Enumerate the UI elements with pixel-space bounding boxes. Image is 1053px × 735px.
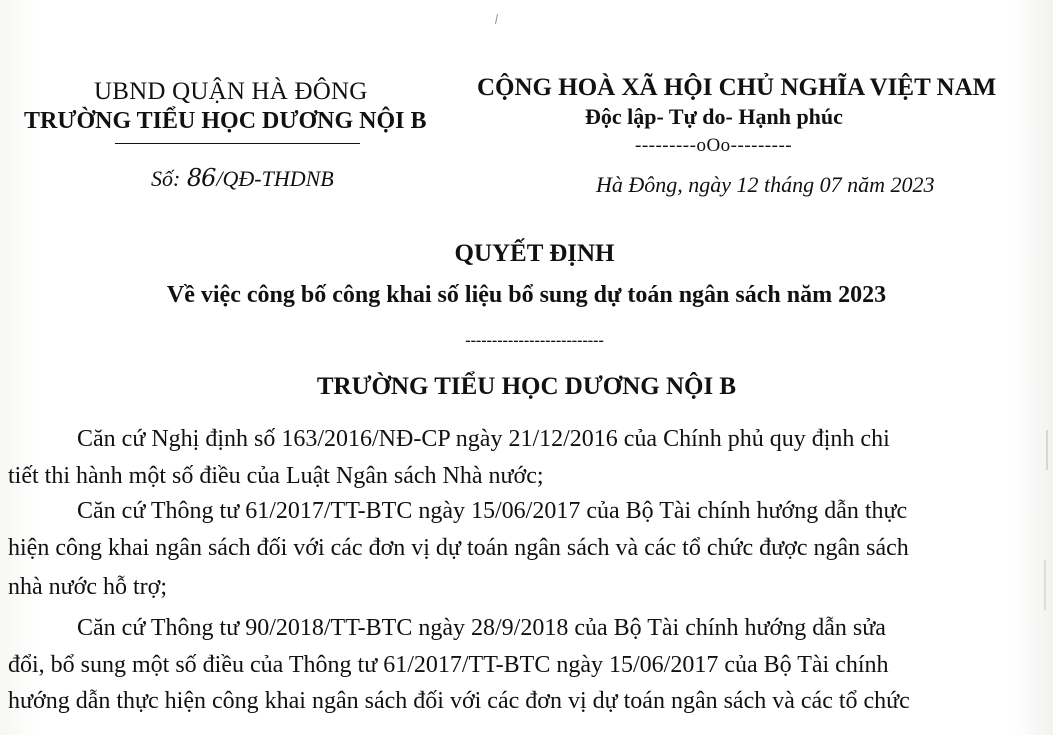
body-line: Căn cứ Thông tư 61/2017/TT-BTC ngày 15/06/2017 của Bộ Tài chính hướng dẫn thực: [77, 498, 908, 524]
decision-authority: TRƯỜNG TIỂU HỌC DƯƠNG NỘI B: [316, 373, 737, 400]
scan-mark: [1044, 560, 1046, 610]
body-line: tiết thi hành một số điều của Luật Ngân sách Nhà nước;: [8, 463, 544, 489]
body-line: Căn cứ Thông tư 90/2018/TT-BTC ngày 28/9/2018 của Bộ Tài chính hướng dẫn sửa: [77, 615, 886, 641]
document-number: [151, 164, 334, 192]
title-separator: --------------------------: [465, 332, 604, 349]
issuing-authority: UBND QUẬN HÀ ĐÔNG: [94, 78, 368, 105]
header-underline: [115, 143, 360, 144]
document-date: Hà Đông, ngày 12 tháng 07 năm 2023: [596, 172, 935, 197]
scan-mark: [1046, 430, 1048, 470]
document-number-handwritten: 86: [186, 164, 216, 192]
national-title: CỘNG HOÀ XÃ HỘI CHỦ NGHĨA VIỆT NAM: [477, 74, 997, 101]
body-line: đổi, bổ sung một số điều của Thông tư 61/2017/TT-BTC ngày 15/06/2017 của Bộ Tài chính: [8, 652, 889, 678]
scan-mark: [495, 14, 498, 24]
document-title: QUYẾT ĐỊNH: [454, 240, 615, 267]
document-number-prefix: Số:: [151, 166, 181, 191]
national-motto: Độc lập- Tự do- Hạnh phúc: [585, 104, 843, 129]
motto-ornament: ---------oOo---------: [635, 135, 793, 156]
body-line: hướng dẫn thực hiện công khai ngân sách đối với các đơn vị dự toán ngân sách và các tổ chức: [8, 688, 910, 714]
body-line: Căn cứ Nghị định số 163/2016/NĐ-CP ngày 21/12/2016 của Chính phủ quy định chi: [77, 426, 890, 452]
body-line: nhà nước hỗ trợ;: [8, 574, 168, 600]
document-number-suffix: /QĐ-THDNB: [216, 166, 334, 191]
document-subtitle: Về việc công bố công khai số liệu bổ sung dự toán ngân sách năm 2023: [166, 282, 887, 308]
issuing-organization: TRƯỜNG TIỂU HỌC DƯƠNG NỘI B: [24, 108, 427, 134]
body-line: hiện công khai ngân sách đối với các đơn vị dự toán ngân sách và các tổ chức được ngân sách: [8, 535, 909, 561]
